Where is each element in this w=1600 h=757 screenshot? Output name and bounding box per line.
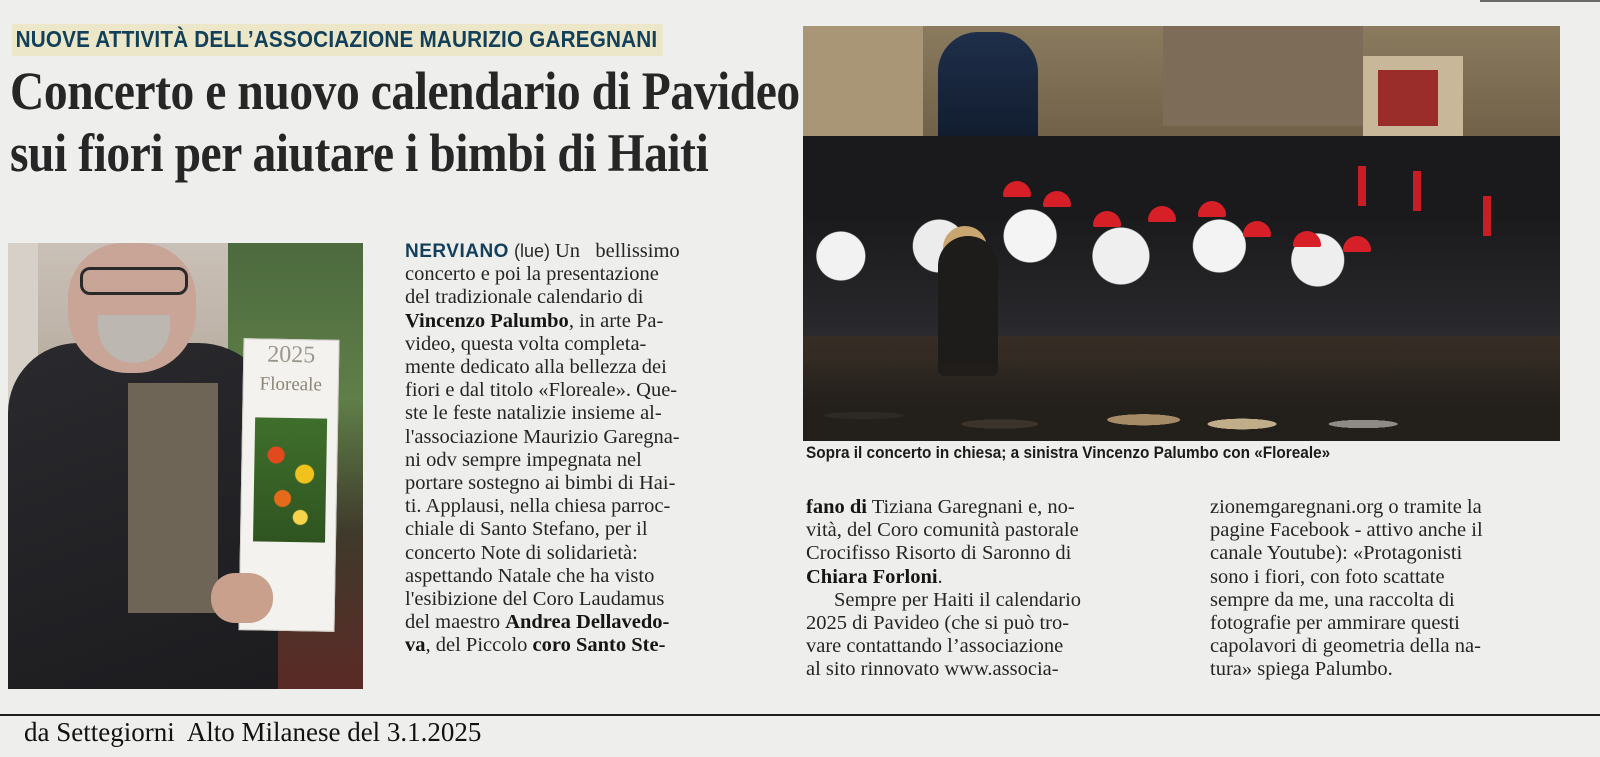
text-line: fotografie per ammirare questi: [1210, 612, 1460, 635]
text-fragment: Un bellissimo: [554, 240, 680, 262]
choir-name: fano di: [806, 496, 867, 518]
headline-line: Concerto e nuovo calendario di Pavideo: [10, 61, 800, 121]
text-line: zionemgaregnani.org o tramite la: [1210, 496, 1482, 518]
text-line: video, questa volta completa-: [405, 332, 647, 355]
conductor: [938, 236, 998, 376]
source-note: da Settegiorni Alto Milanese del 3.1.2025: [24, 717, 482, 747]
text-line: fiori e dal titolo «Floreale». Que-: [405, 379, 678, 402]
altar-painting: [1378, 70, 1438, 126]
red-scarf: [1358, 166, 1366, 206]
article-headline: [10, 60, 800, 184]
man-hand: [211, 573, 273, 623]
text-line: tura» spiega Palumbo.: [1210, 658, 1393, 681]
choir-name: coro Santo Ste-: [532, 634, 666, 657]
calendar-title: Floreale: [259, 373, 323, 396]
text-fragment: .: [937, 565, 943, 588]
text-line: concerto Note di solidarietà:: [405, 541, 638, 564]
text-fragment: del maestro: [405, 611, 506, 634]
text-line: vità, del Coro comunità pastorale: [806, 519, 1079, 542]
red-scarf: [1483, 196, 1491, 236]
article-column-3: [1210, 496, 1582, 682]
text-line: l'esibizione del Coro Laudamus: [405, 588, 665, 611]
text-line: vare contattando l’associazione: [806, 635, 1064, 658]
text-line: ste le feste natalizie insieme al-: [405, 402, 662, 425]
calendar-year: 2025: [267, 341, 316, 369]
text-line: [806, 496, 1178, 519]
article-column-2: [806, 496, 1178, 682]
person-name: Andrea Dellavedo-: [505, 611, 670, 634]
person-name: Vincenzo Palumbo: [405, 309, 569, 332]
red-scarf: [1413, 171, 1421, 211]
text-line: [405, 240, 779, 263]
text-line: [405, 611, 779, 634]
calendar-flower-photo: [253, 417, 327, 542]
man-sweater: [128, 383, 218, 613]
text-line: [806, 566, 1178, 589]
text-line: al sito rinnovato www.associa-: [806, 658, 1059, 681]
text-line: sono i fiori, con foto scattate: [1210, 565, 1445, 588]
text-line: Crocifisso Risorto di Saronno di: [806, 542, 1072, 565]
text-line: capolavori di geometria della na-: [1210, 635, 1481, 658]
text-line: ti. Applausi, nella chiesa parroc-: [405, 495, 671, 518]
text-line: concerto e poi la presentazione: [405, 263, 659, 286]
text-line: mente dedicato alla bellezza dei: [405, 356, 667, 379]
church-wall: [1163, 26, 1363, 126]
text-line: portare sostegno ai bimbi di Hai-: [405, 472, 676, 495]
text-fragment: , del Piccolo: [425, 634, 533, 657]
text-line: sempre da me, una raccolta di: [1210, 588, 1455, 611]
dateline-place: NERVIANO: [405, 241, 509, 262]
text-line: ni odv sempre impegnata nel: [405, 448, 642, 471]
concert-photo: [803, 26, 1560, 441]
person-name: Chiara Forloni: [806, 565, 938, 588]
church-organ: [938, 32, 1038, 152]
text-fragment: , in arte Pa-: [568, 309, 664, 332]
page-edge-rule: [1480, 0, 1600, 10]
audience: [803, 356, 1560, 441]
man-glasses: [80, 267, 188, 295]
text-line: [405, 634, 779, 657]
text-line: aspettando Natale che ha visto: [405, 564, 655, 587]
person-name: va: [405, 634, 426, 657]
text-line: l'associazione Maurizio Garegna-: [405, 425, 680, 448]
text-line: [405, 310, 779, 333]
text-line: 2025 di Pavideo (che si può tro-: [806, 612, 1070, 635]
footer-rule: [0, 714, 1600, 716]
headline-line: sui fiori per aiutare i bimbi di Haiti: [10, 123, 709, 183]
text-line: del tradizionale calendario di: [405, 286, 644, 309]
article-kicker: NUOVE ATTIVITÀ DELL’ASSOCIAZIONE MAURIZIO GAREGNANI: [12, 24, 663, 56]
text-line: canale Youtube): «Protagonisti: [1210, 542, 1463, 565]
portrait-photo: [8, 243, 363, 689]
text-line: chiale di Santo Stefano, per il: [405, 518, 648, 541]
text-line: Sempre per Haiti il calendario: [834, 588, 1082, 611]
author-tag: (lue): [508, 241, 555, 261]
article-column-1: [405, 240, 779, 658]
text-fragment: Tiziana Garegnani e, no-: [866, 496, 1075, 518]
photo-caption: Sopra il concerto in chiesa; a sinistra Vincenzo Palumbo con «Floreale»: [806, 444, 1331, 462]
choir-group: [803, 136, 1560, 336]
text-line: pagine Facebook - attivo anche il: [1210, 519, 1483, 542]
